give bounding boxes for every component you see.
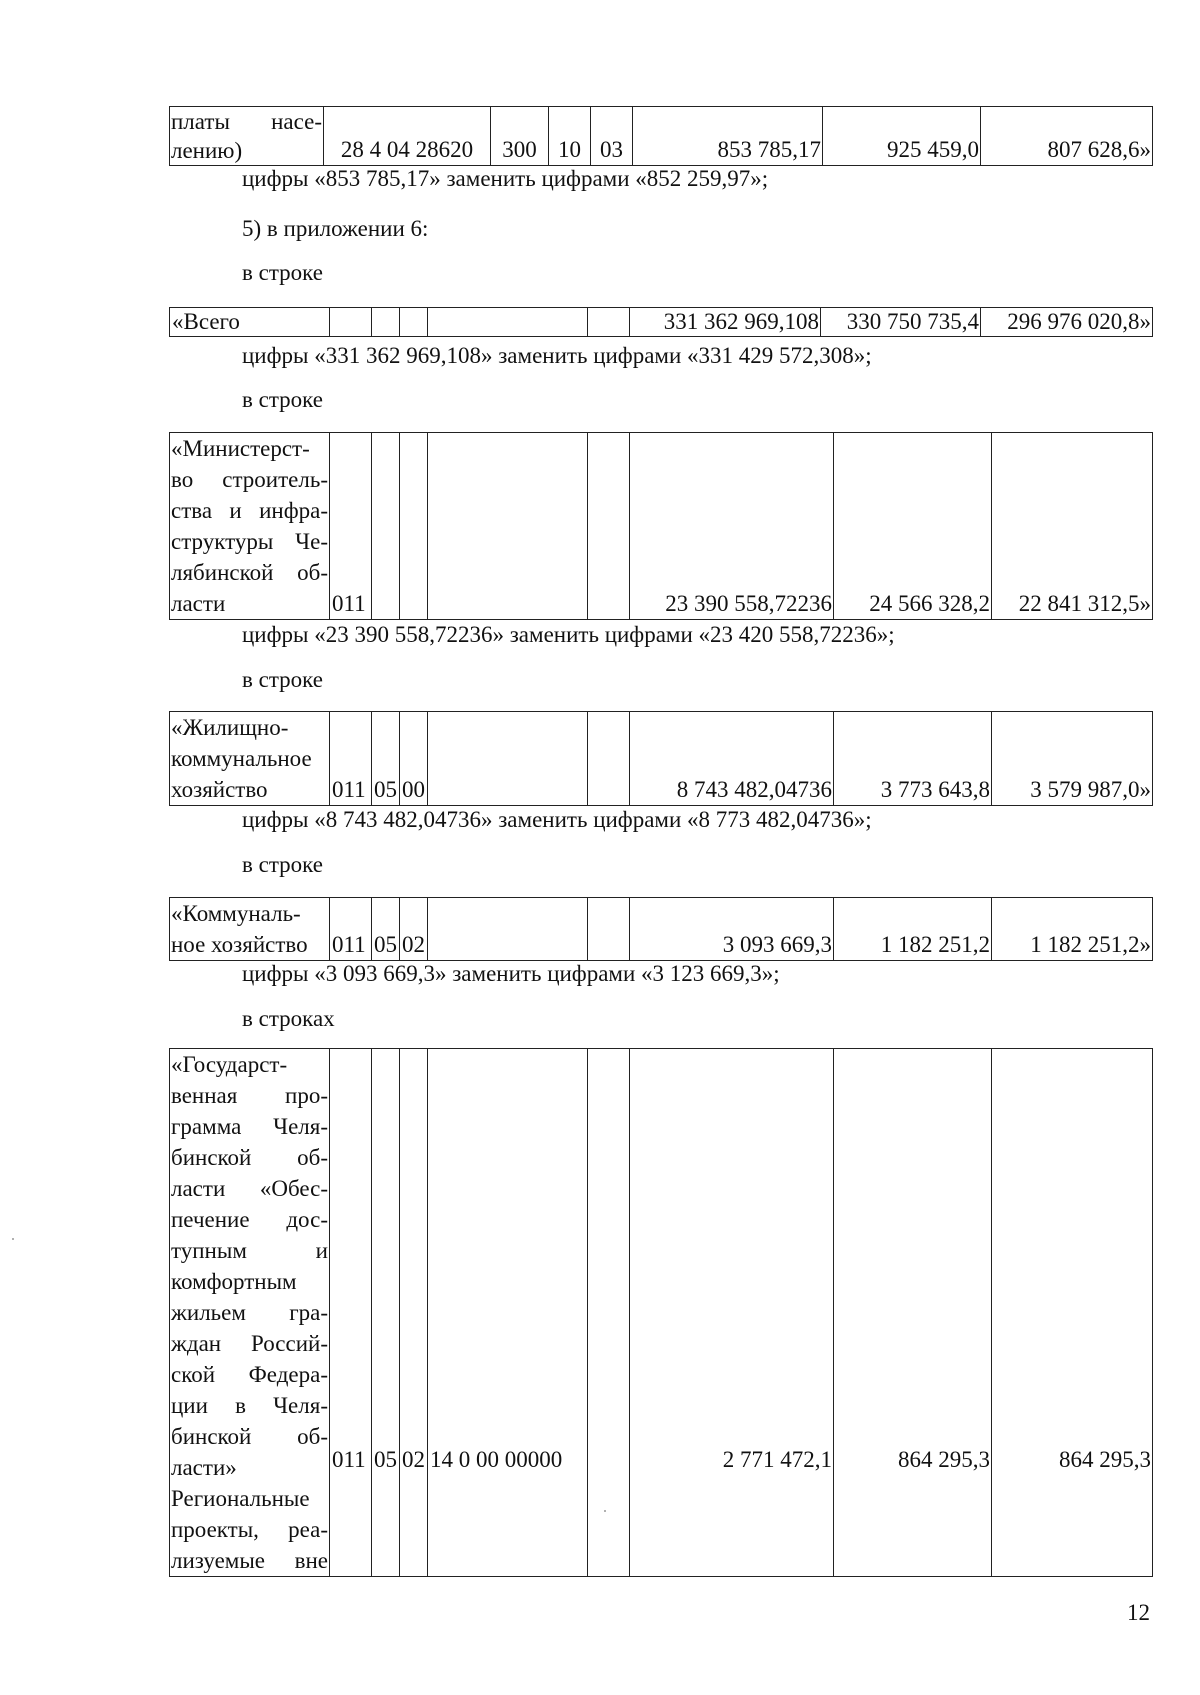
target-code: 14 0 00 00000 — [430, 1447, 563, 1472]
table-row-fragment-4 — [169, 711, 1153, 806]
label-text: в строке — [242, 667, 323, 692]
row-name-line: коммунальное — [171, 746, 312, 771]
expense-type-cell — [588, 1049, 630, 1577]
value-cell: 853 785,17 — [633, 107, 823, 166]
table-row-fragment-5 — [169, 897, 1153, 961]
value-cell — [834, 1049, 992, 1577]
row-name-cell — [170, 433, 330, 620]
subsection-cell: 02 — [400, 898, 428, 961]
instruction-text: цифры «8 743 482,04736» заменить цифрами «8 773 482,04736»; — [242, 807, 872, 832]
value-cell — [992, 1049, 1153, 1577]
section-heading: 5) в приложении 6: — [242, 216, 429, 241]
value-cell: 22 841 312,5» — [992, 433, 1153, 620]
scan-speck — [604, 1510, 606, 1512]
row-name-cell — [170, 107, 324, 166]
row-name-line: комфортным — [171, 1269, 297, 1294]
ministry-code-cell: 011 — [330, 898, 372, 961]
label-text: в строке — [242, 852, 323, 877]
section-cell: 05 — [372, 898, 400, 961]
row-name-line: венная про- — [171, 1083, 328, 1108]
value-cell: 8 743 482,04736 — [630, 712, 834, 806]
ministry-code-cell: 011 — [330, 712, 372, 806]
label-text: в строках — [242, 1006, 335, 1031]
subsection-code: 02 — [402, 1447, 425, 1472]
target-code-cell — [428, 898, 588, 961]
row-name-line: ства и инфра- — [171, 498, 328, 523]
ministry-code: 011 — [332, 1447, 366, 1472]
subsection-cell: 00 — [400, 712, 428, 806]
value-cell — [630, 1049, 834, 1577]
value-text: 864 295,3 — [898, 1447, 990, 1472]
value-cell: 23 390 558,72236 — [630, 433, 834, 620]
section-cell: 10 — [549, 107, 591, 166]
value-cell: 3 093 669,3 — [630, 898, 834, 961]
row-name-line: ждан Россий- — [171, 1331, 328, 1356]
table-row-fragment-2 — [169, 307, 1153, 337]
target-code-cell — [428, 433, 588, 620]
page-number: 12 — [1127, 1600, 1150, 1625]
row-name-line: хозяйство — [171, 777, 268, 802]
subsection-cell — [400, 308, 428, 337]
expense-type-cell — [588, 712, 630, 806]
label-text: в строке — [242, 260, 323, 285]
row-name-cell — [170, 712, 330, 806]
section-cell — [372, 1049, 400, 1577]
value-cell: 296 976 020,8» — [981, 308, 1153, 337]
row-name-line: лябинской об- — [171, 560, 328, 585]
row-name-line: во строитель- — [171, 467, 328, 492]
row-name-cell — [170, 1049, 330, 1577]
subsection-cell — [400, 1049, 428, 1577]
target-code-cell — [428, 712, 588, 806]
row-name-line: лизуемые вне — [171, 1548, 328, 1573]
section-code: 05 — [374, 1447, 397, 1472]
row-name-line: печение дос- — [171, 1207, 328, 1232]
value-cell: 1 182 251,2 — [834, 898, 992, 961]
value-cell: 807 628,6» — [981, 107, 1153, 166]
row-name-line: структуры Че- — [171, 529, 328, 554]
table-row-fragment-6 — [169, 1048, 1153, 1577]
row-name-line: ской Федера- — [171, 1362, 328, 1387]
label-text: в строке — [242, 387, 323, 412]
row-name-line: «Министерст- — [171, 436, 310, 461]
row-name-line: бинской об- — [171, 1145, 328, 1170]
row-name-line: проекты, реа- — [171, 1517, 328, 1542]
value-text: 2 771 472,1 — [722, 1447, 832, 1472]
table-row-fragment-3 — [169, 432, 1153, 620]
instruction-text: цифры «331 362 969,108» заменить цифрами «331 429 572,308»; — [242, 343, 872, 368]
scan-speck — [12, 1238, 14, 1240]
value-cell: 3 773 643,8 — [834, 712, 992, 806]
row-name-cell: «Всего — [170, 308, 330, 337]
row-name-line: ции в Челя- — [171, 1393, 328, 1418]
instruction-text: цифры «853 785,17» заменить цифрами «852 259,97»; — [242, 166, 769, 191]
row-name-line: ласти» — [171, 1455, 237, 1480]
section-cell — [372, 433, 400, 620]
ministry-code-cell: 011 — [330, 433, 372, 620]
row-name-line: жильем гра- — [171, 1300, 328, 1325]
row-name-line: бинской об- — [171, 1424, 328, 1449]
ministry-code-cell — [330, 308, 372, 337]
row-name-line: тупным и — [171, 1238, 328, 1263]
target-code-cell — [428, 308, 588, 337]
row-name-line: лению) — [171, 138, 243, 163]
row-name-line: «Жилищно- — [171, 715, 289, 740]
row-name-line: ласти «Обес- — [171, 1176, 328, 1201]
value-cell: 1 182 251,2» — [992, 898, 1153, 961]
target-code-cell — [428, 1049, 588, 1577]
row-name-line: платы насе- — [171, 109, 322, 134]
value-cell: 24 566 328,2 — [834, 433, 992, 620]
row-name-line: грамма Челя- — [171, 1114, 328, 1139]
expense-type-cell — [588, 308, 630, 337]
value-text: 864 295,3 — [1059, 1447, 1151, 1472]
expense-type-cell: 300 — [491, 107, 549, 166]
section-cell — [372, 308, 400, 337]
section-cell: 05 — [372, 712, 400, 806]
target-code-cell: 28 4 04 28620 — [324, 107, 491, 166]
value-cell: 331 362 969,108 — [630, 308, 821, 337]
instruction-text: цифры «3 093 669,3» заменить цифрами «3 123 669,3»; — [242, 961, 780, 986]
row-name-line: ное хозяйство — [171, 932, 308, 957]
value-cell: 925 459,0 — [823, 107, 981, 166]
value-cell: 3 579 987,0» — [992, 712, 1153, 806]
expense-type-cell — [588, 433, 630, 620]
row-name-line: «Коммуналь- — [171, 901, 301, 926]
subsection-cell — [400, 433, 428, 620]
row-name-cell — [170, 898, 330, 961]
subsection-cell: 03 — [591, 107, 633, 166]
row-name-line: ласти — [171, 591, 226, 616]
row-name-line: Региональные — [171, 1486, 310, 1511]
table-row-fragment-1 — [169, 106, 1153, 166]
instruction-text: цифры «23 390 558,72236» заменить цифрами «23 420 558,72236»; — [242, 622, 895, 647]
expense-type-cell — [588, 898, 630, 961]
ministry-code-cell — [330, 1049, 372, 1577]
row-name-line: «Государст- — [171, 1052, 288, 1077]
value-cell: 330 750 735,4 — [821, 308, 981, 337]
